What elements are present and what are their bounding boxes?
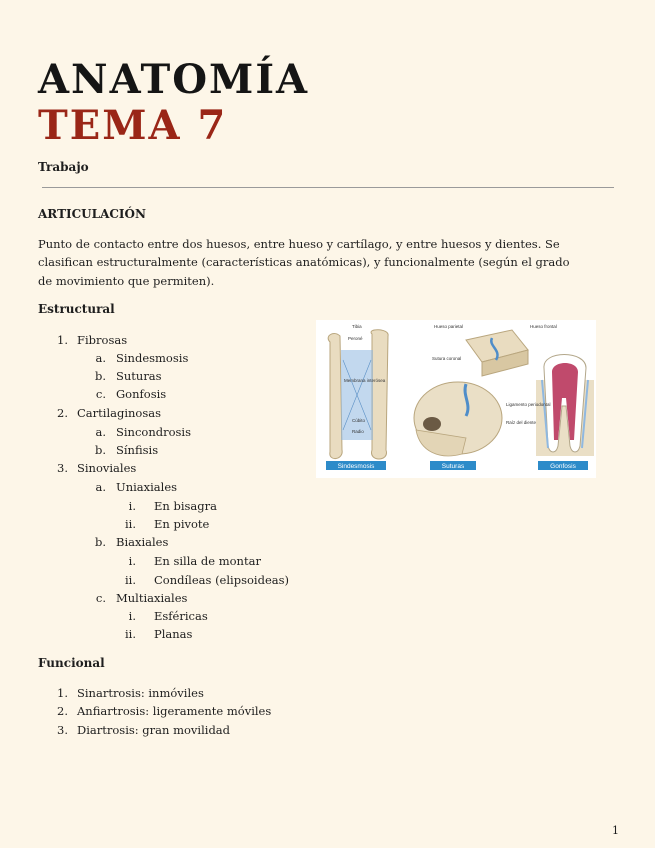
document-page: ANATOMÍA TEMA 7 Trabajo ARTICULACIÓN Punto de contacto entre dos huesos, entre hueso y cartílago, y entre huesos y dientes. Se clasifican estructuralmente (características anatómicas), y funcionalmente (según el grado de movimiento que permiten). Estructural 1. Fibrosas a. Sindesmosis b. Suturas c. Gonfosis 2. Cartilaginosas a. Sincondrosis b. Sínfisis 3. Sinoviales a. Uniaxiales i. En bisagra ii. En pivote b. Biaxiales i. En silla de montar ii. Condíleas (elipsoideas) c. Multiaxiales i. Esféricas ii. Planas Funcional 1. Sinartrosis: inmóviles 2. Anfiartrosis: ligeramente móviles 3. Diartrosis: gran movilidad Sindesmosis Suturas Gonfosis Tibia Peroné Membrana interósea Cúbito Radio Hueso parietal Hueso frontal Sutura coronal Ligamento periodontal Raíz del diente 1: [38, 56, 619, 837]
page-number: 1: [612, 824, 619, 837]
divider: [42, 187, 614, 188]
funcional-heading: Funcional: [38, 656, 105, 670]
section-heading: ARTICULACIÓN: [38, 207, 146, 221]
label-cubito: Cúbito: [352, 418, 366, 423]
label-hueso-parietal: Hueso parietal: [434, 324, 464, 329]
doc-label: Trabajo: [38, 160, 89, 174]
label-ligamento: Ligamento periodontal: [506, 402, 551, 407]
label-tibia: Tibia: [352, 324, 362, 329]
caption-sindesmosis: Sindesmosis: [337, 463, 375, 470]
joint-types-figure: [316, 320, 596, 478]
label-radio: Radio: [352, 429, 364, 434]
label-sutura-coronal: Sutura coronal: [432, 356, 462, 361]
document-title: ANATOMÍA: [38, 56, 310, 103]
label-membrana: Membrana interósea: [344, 378, 386, 383]
estructural-heading: Estructural: [38, 302, 115, 316]
label-raiz: Raíz del diente: [506, 420, 537, 425]
caption-suturas: Suturas: [441, 463, 465, 470]
caption-gonfosis: Gonfosis: [550, 463, 576, 470]
label-perone: Peroné: [348, 336, 363, 341]
definition-paragraph: Punto de contacto entre dos huesos, entre hueso y cartílago, y entre huesos y dientes. Se clasifican estructuralmente (características anatómicas), y funcionalmente (según el grado de movimiento que permiten).: [38, 237, 570, 288]
document-subtitle: TEMA 7: [38, 102, 228, 149]
label-hueso-frontal: Hueso frontal: [530, 324, 557, 329]
suturas-illustration: [414, 330, 528, 456]
joint-illustration: [316, 320, 596, 478]
sindesmosis-illustration: [328, 330, 388, 459]
